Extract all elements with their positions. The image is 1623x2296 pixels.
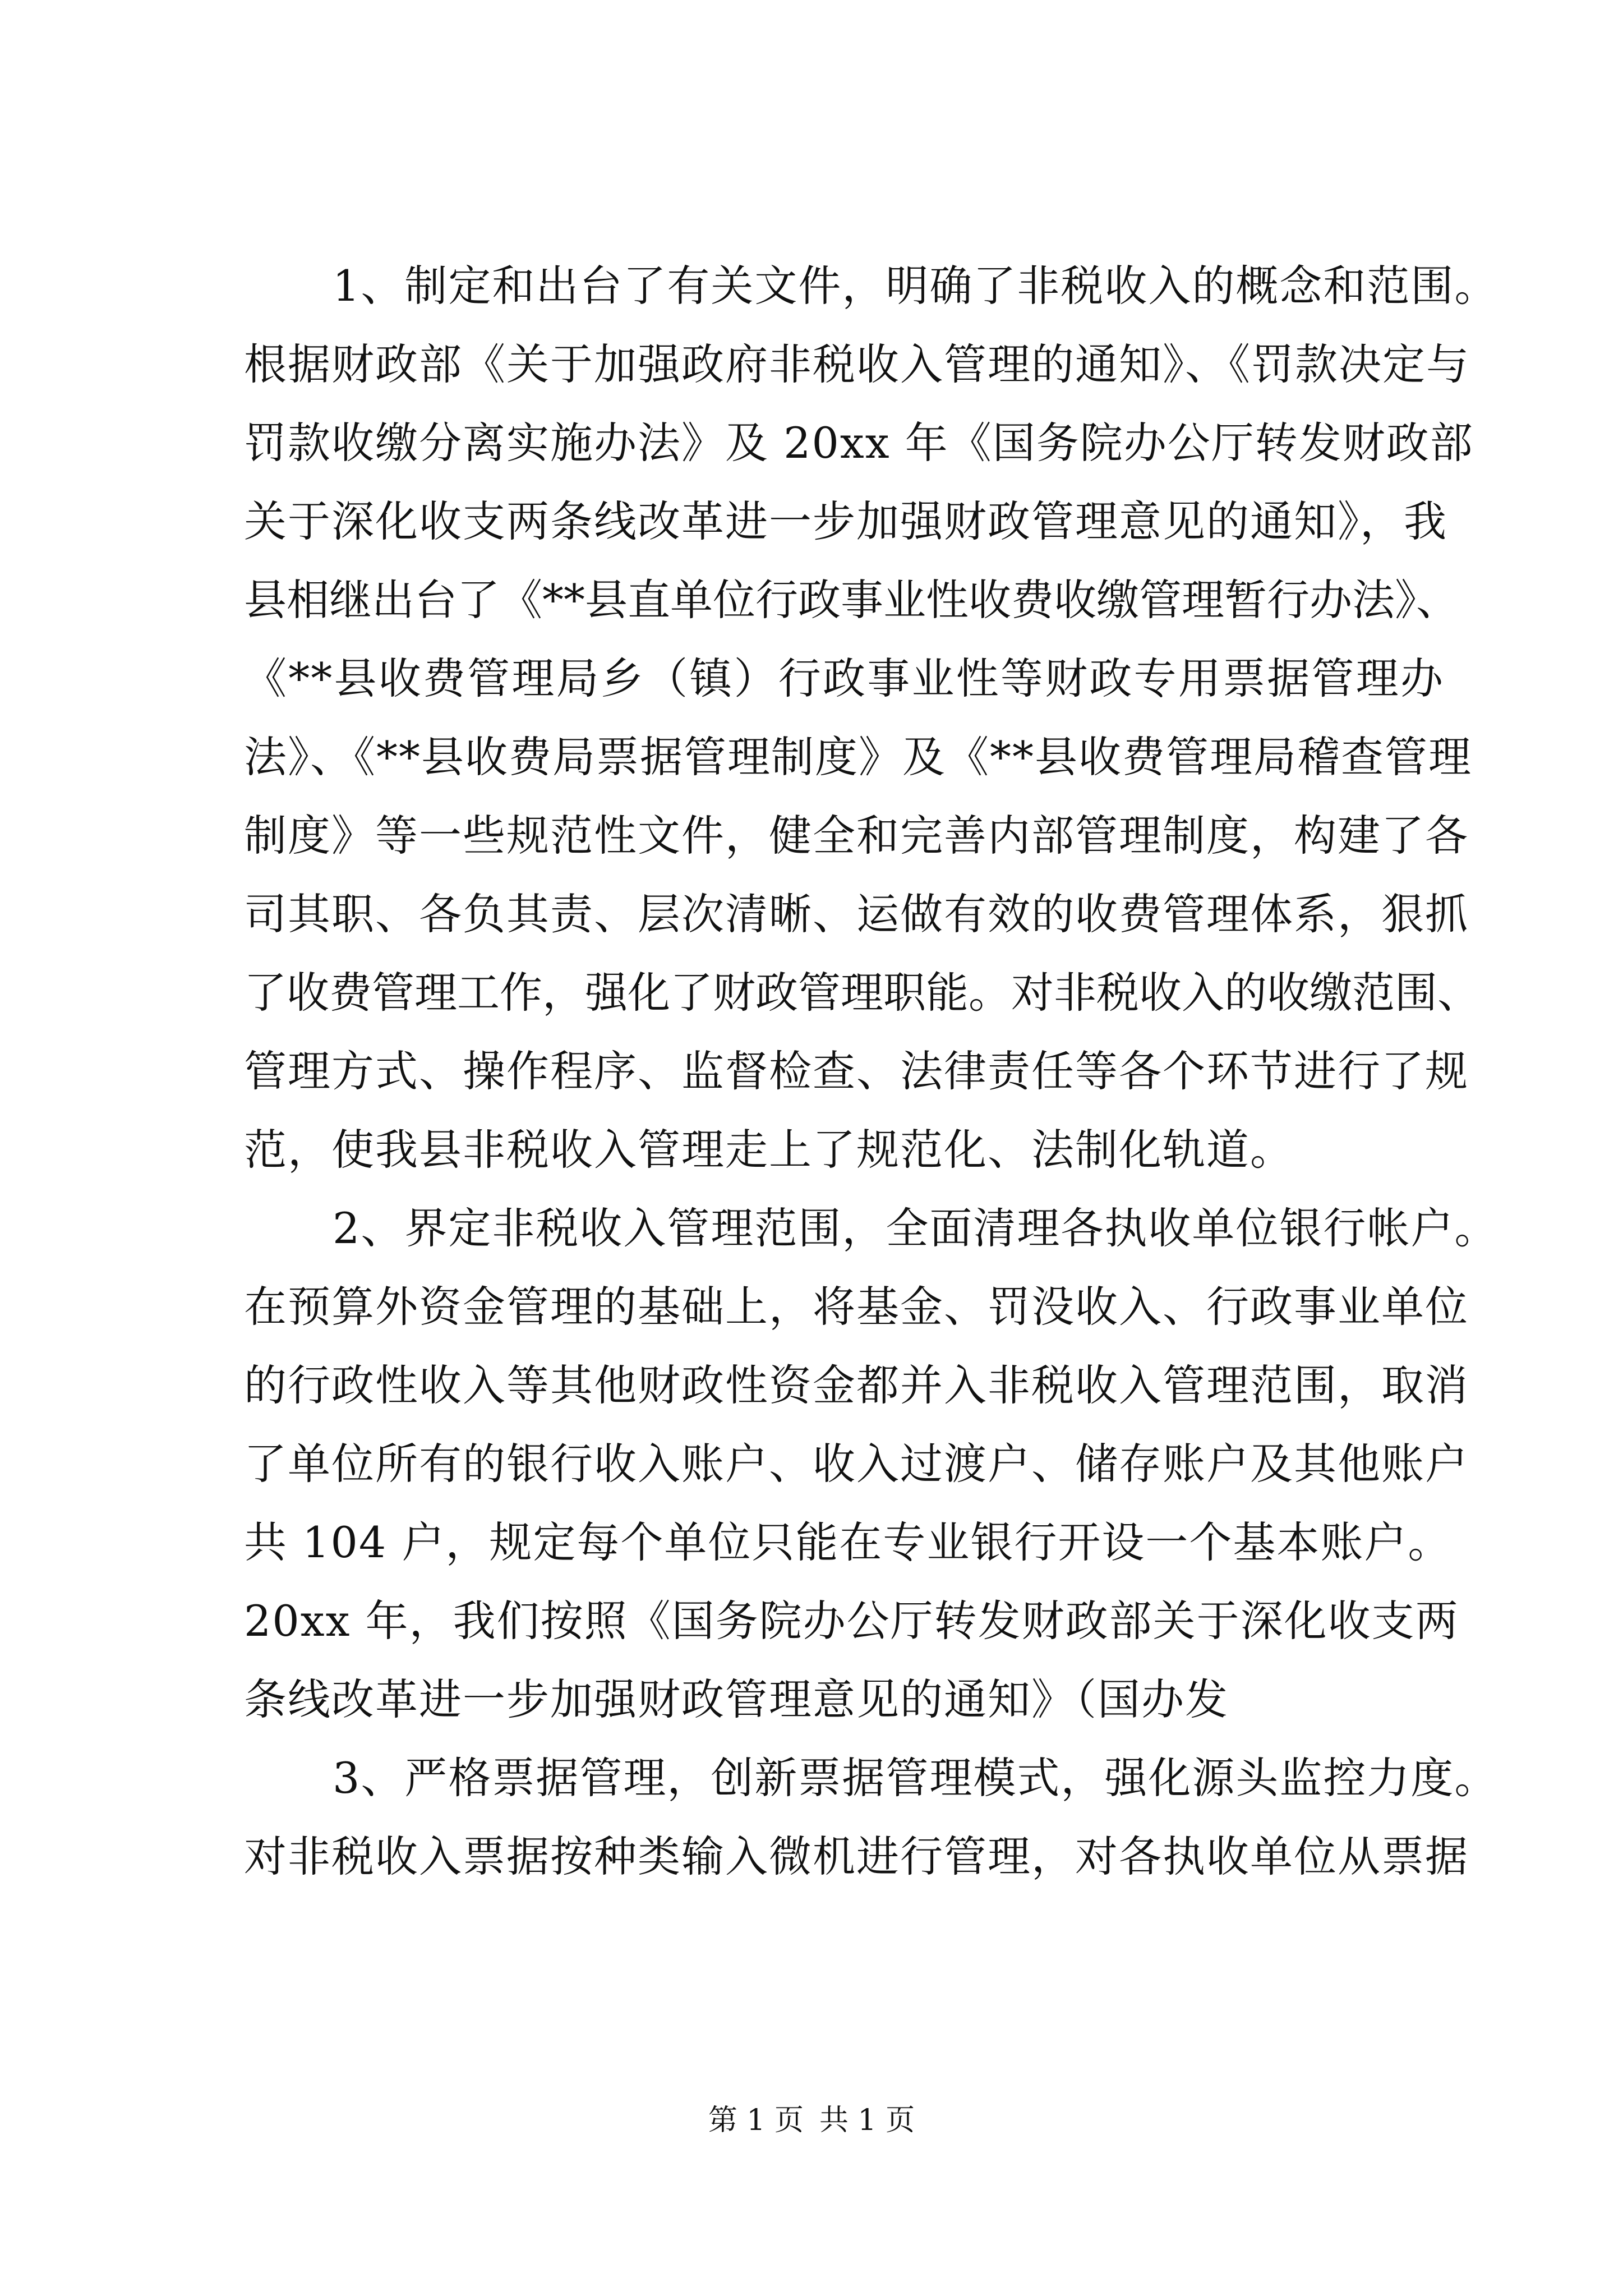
text-line: 制度》等一些规范性文件，健全和完善内部管理制度，构建了各 xyxy=(244,811,1469,861)
text-line: 法》、《**县收费局票据管理制度》及《**县收费管理局稽查管理 xyxy=(244,732,1472,782)
text-line: 1、制定和出台了有关文件，明确了非税收入的概念和范围。 xyxy=(333,261,1498,311)
text-line: 在预算外资金管理的基础上，将基金、罚没收入、行政事业单位 xyxy=(244,1282,1469,1332)
text-line: 条线改革进一步加强财政管理意见的通知》（国办发 xyxy=(244,1674,1229,1724)
text-line: 共 104 户，规定每个单位只能在专业银行开设一个基本账户。 xyxy=(244,1517,1452,1567)
page-total: 共 1 页 xyxy=(819,2104,915,2137)
text-line: 20xx 年，我们按照《国务院办公厅转发财政部关于深化收支两 xyxy=(244,1596,1459,1646)
text-line: 2、界定非税收入管理范围，全面清理各执收单位银行帐户。 xyxy=(333,1203,1498,1253)
text-line: 《**县收费管理局乡（镇）行政事业性等财政专用票据管理办 xyxy=(244,654,1444,703)
text-line: 对非税收入票据按种类输入微机进行管理，对各执收单位从票据 xyxy=(244,1832,1469,1881)
text-line: 司其职、各负其责、层次清晰、运做有效的收费管理体系，狠抓 xyxy=(244,889,1469,939)
text-line: 了单位所有的银行收入账户、收入过渡户、储存账户及其他账户 xyxy=(244,1439,1469,1489)
page-number: 第 1 页 xyxy=(708,2104,804,2137)
text-line: 罚款收缴分离实施办法》及 20xx 年《国务院办公厅转发财政部 xyxy=(244,418,1474,468)
text-line: 的行政性收入等其他财政性资金都并入非税收入管理范围，取消 xyxy=(244,1360,1469,1410)
text-line: 根据财政部《关于加强政府非税收入管理的通知》、《罚款决定与 xyxy=(244,339,1470,389)
text-line: 管理方式、操作程序、监督检查、法律责任等各个环节进行了规 xyxy=(244,1046,1469,1096)
document-body xyxy=(244,247,1498,1896)
text-line: 3、严格票据管理，创新票据管理模式，强化源头监控力度。 xyxy=(333,1753,1498,1803)
text-line: 县相继出台了《**县直单位行政事业性收费收缴管理暂行办法》、 xyxy=(244,575,1459,625)
text-line: 了收费管理工作，强化了财政管理职能。对非税收入的收缴范围、 xyxy=(244,968,1480,1018)
text-line: 范，使我县非税收入管理走上了规范化、法制化轨道。 xyxy=(244,1125,1294,1175)
text-line: 关于深化收支两条线改革进一步加强财政管理意见的通知》，我 xyxy=(244,496,1447,546)
page-footer xyxy=(0,2101,1623,2140)
